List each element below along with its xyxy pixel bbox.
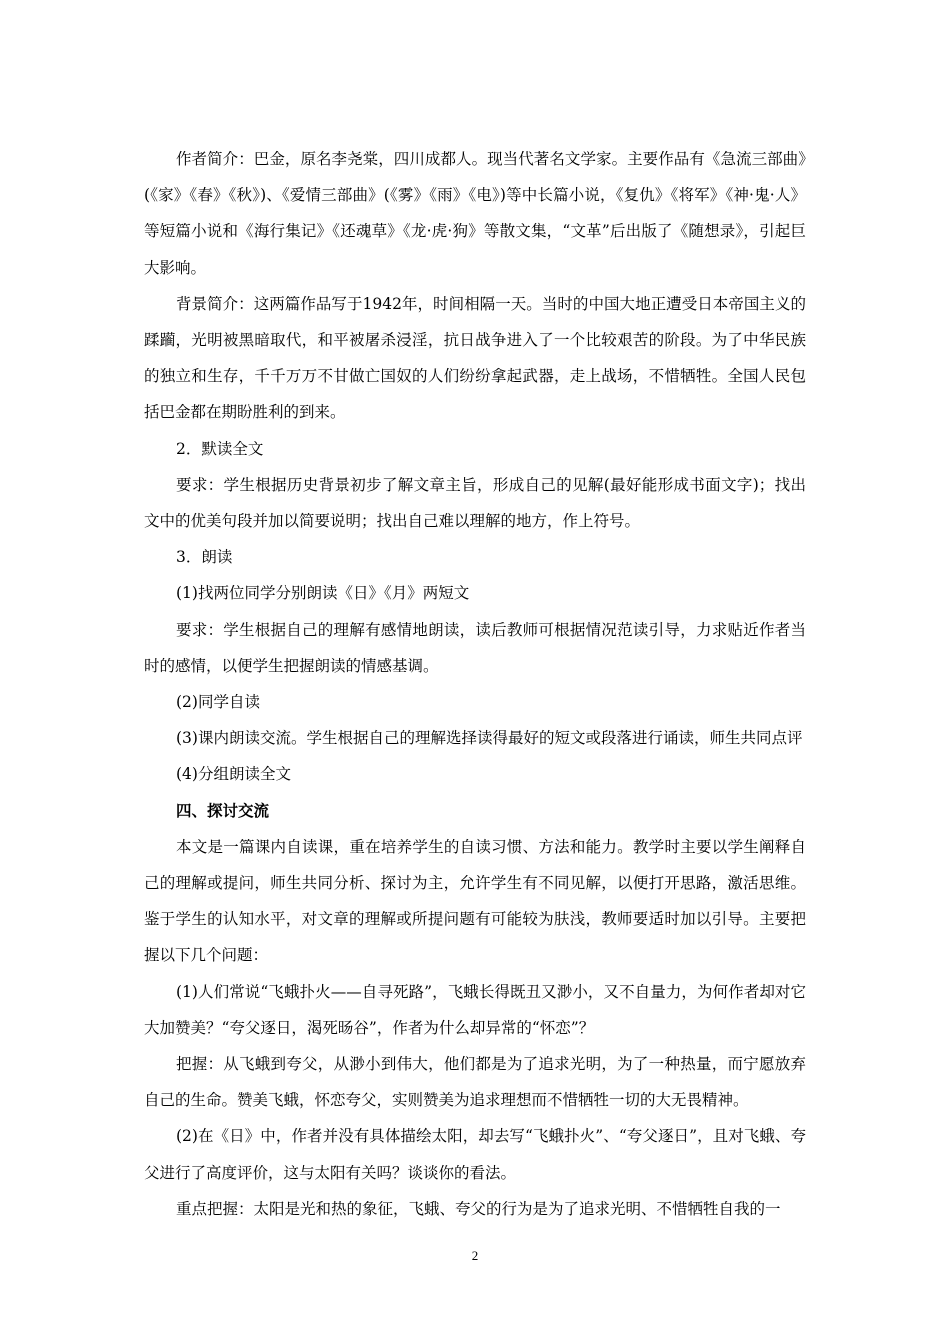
paragraph-reading-aloud-title: 3．朗读 [176,548,233,567]
paragraph-discussion-intro: 本文是一篇课内自读课，重在培养学生的自读习惯、方法和能力。教学时主要以学生阐释自己的理解或提问，师生共同分析、探讨为主，允许学生有不同见解，以便打开思路，激活思维。鉴于学生的认知水平，对文章的理解或所提问题有可能较为肤浅，教师要适时加以引导。主要把握以下几个问题： [144,837,806,965]
paragraph-question-1: (1)人们常说“飞蛾扑火——自寻死路”，飞蛾长得既丑又渺小，又不自量力，为何作者却对它大加赞美？“夸父逐日，渴死旸谷”，作者为什么却异常的“怀恋”？ [144,982,806,1037]
page-number: 2 [471,1248,479,1263]
paragraph-answer-2: 重点把握：太阳是光和热的象征，飞蛾、夸父的行为是为了追求光明、不惜牺牲自我的一 [176,1199,781,1218]
paragraph-reading-step-4: (4)分组朗读全文 [176,765,291,784]
paragraph-answer-1: 把握：从飞蛾到夸父，从渺小到伟大，他们都是为了追求光明，为了一种热量，而宁愿放弃自己的生命。赞美飞蛾，怀恋夸父，实则赞美为追求理想而不惜牺牲一切的大无畏精神。 [144,1055,806,1110]
paragraph-background-intro: 背景简介：这两篇作品写于1942年，时间相隔一天。当时的中国大地正遭受日本帝国主义的蹂躏，光明被黑暗取代，和平被屠杀浸淫，抗日战争进入了一个比较艰苦的阶段。为了中华民族的独立和生存，千千万万不甘做亡国奴的人们纷纷拿起武器，走上战场，不惜牺牲。全国人民包括巴金都在期盼胜利的到来。 [144,294,806,422]
body-text [144,141,806,1227]
section-heading-discussion: 四、探讨交流 [176,801,270,820]
paragraph-reading-step-1: (1)找两位同学分别朗读《日》《月》两短文 [176,584,470,603]
paragraph-silent-reading-requirement: 要求：学生根据历史背景初步了解文章主旨，形成自己的见解(最好能形成书面文字)；找出文中的优美句段并加以简要说明；找出自己难以理解的地方，作上符号。 [144,475,806,531]
paragraph-author-intro: 作者简介：巴金，原名李尧棠，四川成都人。现当代著名文学家。主要作品有《急流三部曲》(《家》《春》《秋》)、《爱情三部曲》(《雾》《雨》《电》)等中长篇小说，《复仇》《将军》《神·鬼·人》等短篇小说和《海行集记》《还魂草》《龙·虎·狗》等散文集，“文革”后出版了《随想录》，引起巨大影响。 [144,150,806,277]
paragraph-reading-step-2: (2)同学自读 [176,693,260,712]
paragraph-reading-step-3: (3)课内朗读交流。学生根据自己的理解选择读得最好的短文或段落进行诵读，师生共同点评 [176,729,803,748]
paragraph-question-2: (2)在《日》中，作者并没有具体描绘太阳，却去写“飞蛾扑火”、“夸父逐日”，且对飞蛾、夸父进行了高度评价，这与太阳有关吗？谈谈你的看法。 [144,1127,806,1182]
paragraph-silent-reading-title: 2．默读全文 [176,439,264,458]
paragraph-reading-requirement: 要求：学生根据自己的理解有感情地朗读，读后教师可根据情况范读引导，力求贴近作者当时的感情，以便学生把握朗读的情感基调。 [144,620,806,675]
